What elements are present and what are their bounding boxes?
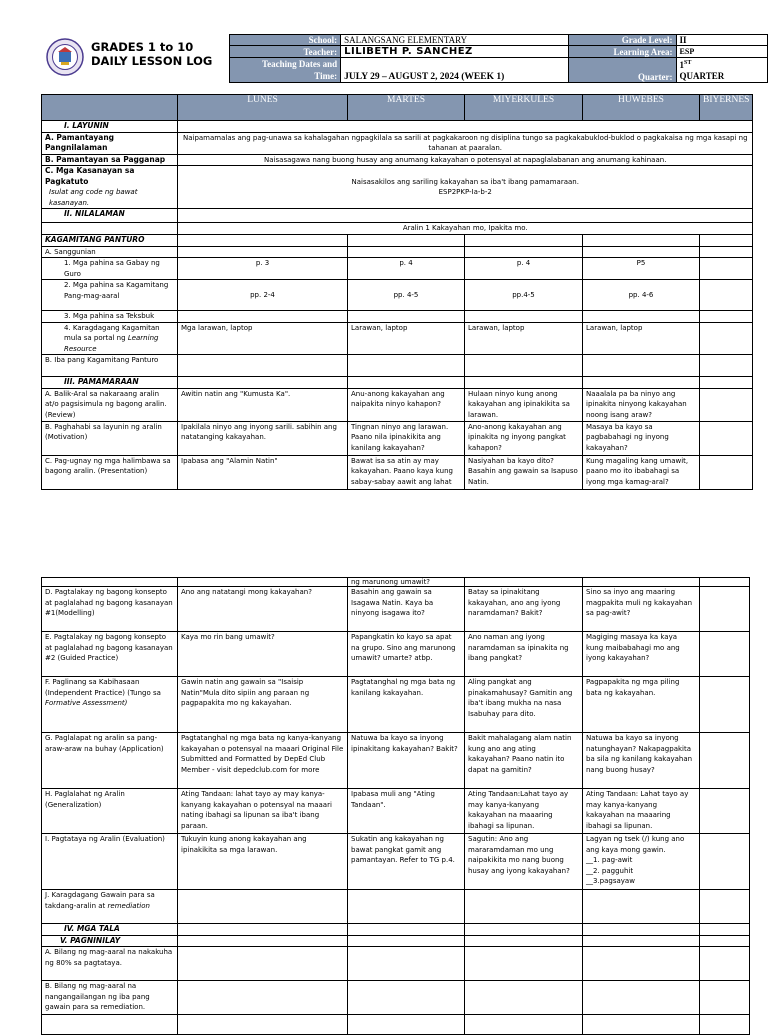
karagdagang-gawain-label: J. Karagdagang Gawain para sa takdang-aralin at remediation <box>42 890 178 924</box>
karagdagang-kagamitan-label: 4. Karagdagang Kagamitan mula sa portal ng Learning Resource <box>42 322 178 355</box>
kasanayan-label: C. Mga Kasanayan sa Pagkatuto Isulat ang code ng bawat kasanayan. <box>42 166 178 209</box>
section-pagninilay: V. PAGNINILAY <box>42 935 178 947</box>
ph-martes: Ipabasa muli ang "Ating Tandaan". <box>348 789 465 834</box>
pamantayan-sa-pagganap-text: Naisasagawa nang buong husay ang anumang kakayahan o potensyal at napaglalabanan ang anumang kahinaan. <box>178 154 753 166</box>
gabay-ng-guro-label: 1. Mga pahina sa Gabay ng Guro <box>42 258 178 280</box>
day-header-huwebes: HUWEBES <box>583 95 700 121</box>
pi-huwebes: Lagyan ng tsek (/) kung ano ang kaya mong gawin. __1. pag-awit __2. pagguhit __3.pagsayaw <box>583 834 700 890</box>
teksbuk-label: 3. Mga pahina sa Teksbuk <box>42 311 178 323</box>
area-value: ESP <box>676 46 767 58</box>
s1-huwebes: P5 <box>583 258 700 280</box>
dates-value: JULY 29 – AUGUST 2, 2024 (WEEK 1) <box>341 58 569 83</box>
s2-lunes: pp. 2-4 <box>178 280 348 311</box>
pe-lunes: Kaya mo rin bang umawit? <box>178 632 348 677</box>
s4-huwebes: Larawan, laptop <box>583 322 700 355</box>
s4-miyerkules: Larawan, laptop <box>465 322 583 355</box>
day-header-miyerkules: MIYERKULES <box>465 95 583 121</box>
pamantayang-pangnilalaman-text: Naipamamalas ang pag-unawa sa kahalagahan ngpagkilala sa sarili at pagkakaroon ng disiplina tungo sa pagkakabuklod-buklod o pagkakaisa ng mga kasapi ng tahanan at paaralan. <box>178 132 753 154</box>
pd-huwebes: Sino sa inyo ang maaring magpakita muli ng kakayahan sa pag-awit? <box>583 587 700 632</box>
nilalaman-label-blank <box>42 223 178 235</box>
pi-lunes: Tukuyin kung anong kakayahan ang ipinakikita sa mga larawan. <box>178 834 348 890</box>
bilang-remediation-label: B. Bilang ng mag-aaral na nangangailangan ng iba pang gawain para sa remediation. <box>42 981 178 1015</box>
pb-lunes: Ipakilala ninyo ang inyong sarili. sabihin ang natatanging kakayahan. <box>178 421 348 455</box>
ph-miyerkules: Ating Tandaan:Lahat tayo ay may kanya-kanyang kakayahan na maaaring ibahagi sa lipunan. <box>465 789 583 834</box>
paglinang-label: F. Paglinang sa Kabihasaan (Independent Practice) (Tungo sa Formative Assessment) <box>42 677 178 733</box>
teacher-value: LILIBETH P. SANCHEZ <box>341 46 569 58</box>
school-label: School: <box>230 35 341 46</box>
pc-huwebes: Kung magaling kang umawit, paano mo ito ibabahagi sa iyong mga kamag-aral? <box>583 455 700 489</box>
section-layunin: I. LAYUNIN <box>42 121 178 133</box>
s4-martes: Larawan, laptop <box>348 322 465 355</box>
pg-lunes: Pagtatanghal ng mga bata ng kanya-kanyang kakayahan o potensyal na maaari Original File Submitted and Formatted by DepEd Club Member - visit depedclub.com for more <box>178 733 348 789</box>
pagtataya-label: I. Pagtataya ng Aralin (Evaluation) <box>42 834 178 890</box>
s2-huwebes: pp. 4-6 <box>583 280 700 311</box>
s2-martes: pp. 4-5 <box>348 280 465 311</box>
document-title: GRADES 1 to 10 DAILY LESSON LOG <box>91 40 213 68</box>
s1-lunes: p. 3 <box>178 258 348 280</box>
quarter-value: 1ST QUARTER <box>676 58 767 83</box>
pb-miyerkules: Ano-anong kakayahan ang ipinakita ng inyong pangkat kahapon? <box>465 421 583 455</box>
s4-lunes: Mga larawan, laptop <box>178 322 348 355</box>
pf-lunes: Gawin natin ang gawain sa "Isaisip Natin"Mula dito sipiin ang paraan ng pagpapakita mo ng kakayahan. <box>178 677 348 733</box>
pi-miyerkules: Sagutin: Ano ang mararamdaman mo ung naipakikita mo nang buong husay ang iyong kakayahan? <box>465 834 583 890</box>
paghahabi-label: B. Paghahabi sa layunin ng aralin (Motivation) <box>42 421 178 455</box>
pagtalakay-1-label: D. Pagtalakay ng bagong konsepto at paglalahad ng bagong kasanayan #1(Modelling) <box>42 587 178 632</box>
pa-miyerkules: Hulaan ninyo kung anong kakayahan ang ipinakikita sa larawan. <box>465 388 583 421</box>
pd-martes: Basahin ang gawain sa Isagawa Natin. Kaya ba ninyong isagawa ito? <box>348 587 465 632</box>
nilalaman-blank <box>178 209 753 223</box>
pf-martes: Pagtatanghal ng mga bata ng kanilang kakayahan. <box>348 677 465 733</box>
pe-martes: Papangkatin ko kayo sa apat na grupo. Sino ang marunong umawit? umarte? atbp. <box>348 632 465 677</box>
paglalahat-label: H. Paglalahat ng Aralin (Generalization) <box>42 789 178 834</box>
pi-martes: Sukatin ang kakayahan ng bawat pangkat gamit ang pamantayan. Refer to TG p.4. <box>348 834 465 890</box>
bilang-80-label: A. Bilang ng mag-aaral na nakakuha ng 80% sa pagtataya. <box>42 947 178 981</box>
school-value: SALANGSANG ELEMENTARY <box>341 35 569 46</box>
paglalapat-label: G. Paglalapat ng aralin sa pang-araw-araw na buhay (Application) <box>42 733 178 789</box>
pf-huwebes: Pagpapakita ng mga piling bata ng kakayahan. <box>583 677 700 733</box>
day-header-martes: MARTES <box>348 95 465 121</box>
grade-value: II <box>676 35 767 46</box>
pamantayang-pangnilalaman-label: A. Pamantayang Pangnilalaman <box>42 132 178 154</box>
s1-martes: p. 4 <box>348 258 465 280</box>
balik-aral-label: A. Balik-Aral sa nakaraang aralin at/o pagsisimula ng bagong aralin.(Review) <box>42 388 178 421</box>
pd-miyerkules: Batay sa ipinakitang kakayahan, ano ang iyong naramdaman? Bakit? <box>465 587 583 632</box>
pag-uugnay-label: C. Pag-ugnay ng mga halimbawa sa bagong aralin. (Presentation) <box>42 455 178 489</box>
nilalaman-text: Aralin 1 Kakayahan mo, Ipakita mo. <box>178 223 753 235</box>
pa-huwebes: Naaalala pa ba ninyo ang ipinakita ninyong kakayahan noong isang araw? <box>583 388 700 421</box>
pb-huwebes: Masaya ba kayo sa pagbabahagi ng inyong kakayahan? <box>583 421 700 455</box>
grade-label: Grade Level: <box>569 35 676 46</box>
lesson-log-table-page1 <box>41 94 753 490</box>
pc-martes-continued: ng marunong umawit? <box>348 578 465 587</box>
pg-huwebes: Natuwa ba kayo sa inyong natunghayan? Nakapagpakita ba sila ng kanilang kakayahan nang buong husay? <box>583 733 700 789</box>
day-header-lunes: LUNES <box>178 95 348 121</box>
day-header-blank <box>42 95 178 121</box>
pagtalakay-2-label: E. Pagtalakay ng bagong konsepto at paglalahad ng bagong kasanayan #2 (Guided Practice) <box>42 632 178 677</box>
layunin-blank <box>178 121 753 133</box>
pb-martes: Tingnan ninyo ang larawan. Paano nila ipinakikita ang kanilang kakayahan? <box>348 421 465 455</box>
pc-lunes: Ipabasa ang "Alamin Natin" <box>178 455 348 489</box>
pd-lunes: Ano ang natatangi mong kakayahan? <box>178 587 348 632</box>
quarter-label: Quarter: <box>569 58 676 83</box>
header-info-table <box>229 34 768 83</box>
kagamitang-pang-mag-aaral-label: 2. Mga pahina sa Kagamitang Pang-mag-aaral <box>42 280 178 311</box>
teacher-label: Teacher: <box>230 46 341 58</box>
pc-miyerkules: Nasiyahan ba kayo dito? Basahin ang gawain sa Isapuso Natin. <box>465 455 583 489</box>
ph-lunes: Ating Tandaan: lahat tayo ay may kanya-kanyang kakayahan o potensyal na maaari nating ibahagi sa lipunan sa iba't ibang paraan. <box>178 789 348 834</box>
dates-label: Teaching Dates and Time: <box>230 58 341 83</box>
s1-miyerkules: p. 4 <box>465 258 583 280</box>
kasanayan-text: Naisasakilos ang sariling kakayahan sa iba't ibang pamamaraan. ESP2PKP-Ia-b-2 <box>178 166 753 209</box>
sanggunian-label: A. Sanggunian <box>42 246 178 258</box>
pamantayan-sa-pagganap-label: B. Pamantayan sa Pagganap <box>42 154 178 166</box>
pg-martes: Natuwa ba kayo sa inyong ipinakitang kakayahan? Bakit? <box>348 733 465 789</box>
deped-seal-icon <box>46 37 84 77</box>
pa-martes: Anu-anong kakayahan ang naipakita ninyo kahapon? <box>348 388 465 421</box>
pc-martes: Bawat isa sa atin ay may kakayahan. Paano kaya kung sabay-sabay aawit ang lahat <box>348 455 465 489</box>
ph-huwebes: Ating Tandaan: Lahat tayo ay may kanya-kanyang kakayahan na maaaring ibahagi sa lipunan. <box>583 789 700 834</box>
day-header-biyernes: BIYERNES <box>700 95 753 121</box>
pa-lunes: Awitin natin ang "Kumusta Ka". <box>178 388 348 421</box>
lesson-log-table-page2 <box>41 577 750 1035</box>
area-label: Learning Area: <box>569 46 676 58</box>
pe-huwebes: Magiging masaya ka kaya kung maibabahagi mo ang iyong kakayahan? <box>583 632 700 677</box>
section-pamamaraan: III. PAMAMARAAN <box>42 377 178 389</box>
section-mga-tala: IV. MGA TALA <box>42 924 178 936</box>
section-kagamitang-panturo: KAGAMITANG PANTURO <box>42 235 178 247</box>
iba-pang-kagamitan-label: B. Iba pang Kagamitang Panturo <box>42 355 178 377</box>
pf-miyerkules: Aling pangkat ang pinakamahusay? Gamitin ang iba't ibang mukha na nasa Isabuhay para dito. <box>465 677 583 733</box>
section-nilalaman: II. NILALAMAN <box>42 209 178 223</box>
pg-miyerkules: Bakit mahalagang alam natin kung ano ang ating kakayahan? Paano natin ito dapat na gamitin? <box>465 733 583 789</box>
pe-miyerkules: Ano naman ang iyong naramdaman sa ipinakita ng ibang pangkat? <box>465 632 583 677</box>
s2-miyerkules: pp.4-5 <box>465 280 583 311</box>
